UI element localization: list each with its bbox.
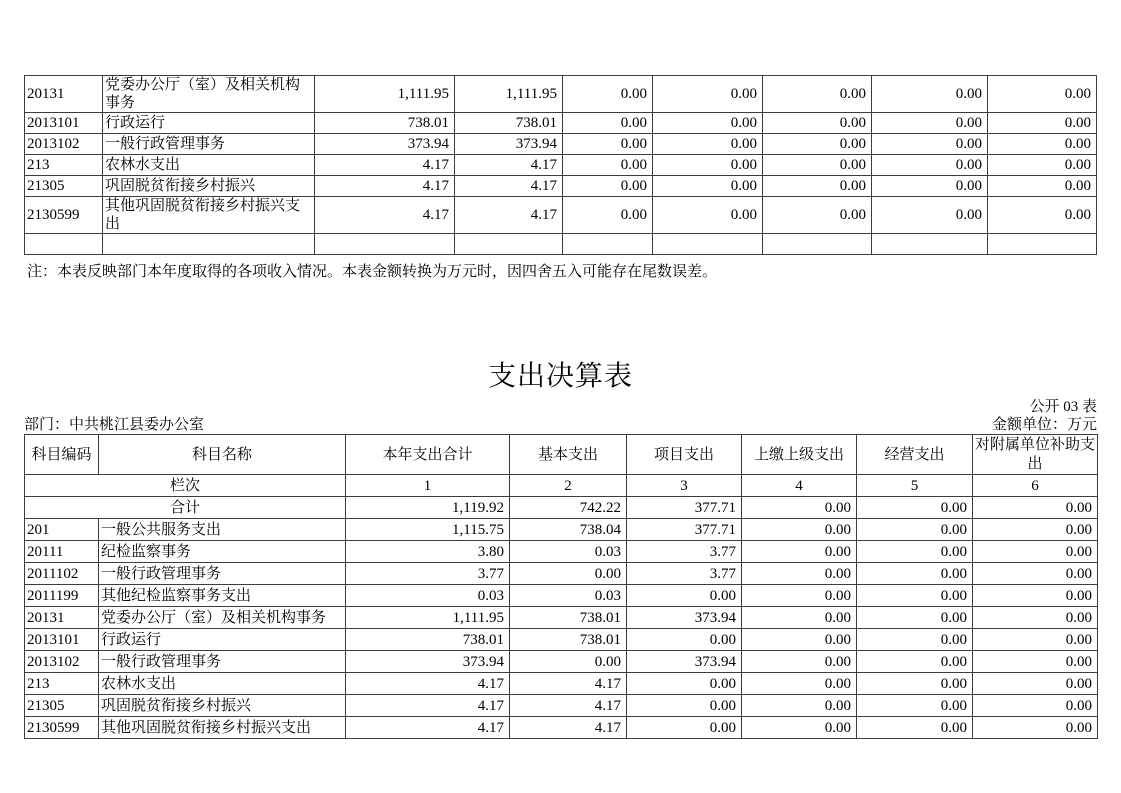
subject-name-cell [103,234,315,255]
income-table-fragment [24,75,1097,255]
subject-code-cell: 2011199 [25,585,99,607]
subject-name-cell: 行政运行 [103,113,315,134]
value-cell: 0.00 [763,113,872,134]
subject-name-cell: 巩固脱贫衔接乡村振兴 [99,695,346,717]
table-row-empty [25,234,1097,255]
value-cell: 0.00 [988,113,1097,134]
column-index-cell: 6 [973,475,1098,497]
value-cell: 738.01 [455,113,563,134]
value-cell: 0.00 [653,176,763,197]
header-project-expenditure: 项目支出 [627,435,742,475]
value-cell: 0.00 [510,563,627,585]
value-cell: 0.00 [872,155,988,176]
value-cell: 4.17 [346,673,510,695]
value-cell: 4.17 [510,673,627,695]
value-cell: 0.00 [988,155,1097,176]
value-cell: 0.00 [563,134,653,155]
value-cell: 0.00 [973,717,1098,739]
value-cell: 0.00 [627,695,742,717]
value-cell: 0.00 [627,673,742,695]
value-cell: 4.17 [315,155,455,176]
subject-code-cell: 2013102 [25,134,103,155]
value-cell: 0.00 [742,673,857,695]
value-cell: 738.04 [510,519,627,541]
table-row [25,197,1097,234]
value-cell: 0.00 [857,629,973,651]
value-cell: 0.00 [742,651,857,673]
value-cell: 0.03 [510,585,627,607]
value-cell: 0.03 [346,585,510,607]
value-cell: 0.00 [872,176,988,197]
table-number-label: 公开 03 表 [1029,399,1097,415]
value-cell [872,234,988,255]
subject-code-cell: 21305 [25,695,99,717]
value-cell: 0.00 [763,76,872,113]
value-cell: 0.00 [742,519,857,541]
value-cell: 0.00 [627,585,742,607]
value-cell: 1,111.95 [455,76,563,113]
value-cell: 377.71 [627,519,742,541]
value-cell: 373.94 [627,651,742,673]
table-row [25,629,1098,651]
value-cell: 0.00 [742,629,857,651]
table-row [25,155,1097,176]
subject-code-cell: 2013102 [25,651,99,673]
value-cell: 0.00 [857,717,973,739]
value-cell: 3.77 [346,563,510,585]
table-row [25,563,1098,585]
table-row [25,607,1098,629]
subject-code-cell: 20111 [25,541,99,563]
total-label: 合计 [25,497,346,519]
value-cell: 738.01 [346,629,510,651]
income-table-note: 注：本表反映部门本年度取得的各项收入情况。本表金额转换为万元时，因四舍五入可能存在尾数误差。 [27,264,718,280]
value-cell: 0.00 [973,607,1098,629]
value-cell: 0.00 [742,695,857,717]
subject-code-cell: 20131 [25,607,99,629]
value-cell [563,234,653,255]
top-whitespace [0,0,1121,75]
value-cell: 0.00 [857,695,973,717]
column-index-cell: 1 [346,475,510,497]
subject-name-cell: 农林水支出 [103,155,315,176]
subject-code-cell: 20131 [25,76,103,113]
value-cell: 0.00 [973,651,1098,673]
value-cell: 0.00 [742,497,857,519]
value-cell: 4.17 [510,717,627,739]
subject-name-cell: 一般行政管理事务 [103,134,315,155]
value-cell: 4.17 [455,176,563,197]
subject-name-cell: 其他纪检监察事务支出 [99,585,346,607]
value-cell: 0.00 [988,197,1097,234]
value-cell: 4.17 [346,717,510,739]
subject-code-cell: 201 [25,519,99,541]
value-cell [653,234,763,255]
amount-unit-label: 金额单位：万元 [991,417,1097,433]
value-cell: 0.00 [988,134,1097,155]
value-cell: 0.00 [763,134,872,155]
subject-name-cell: 巩固脱贫衔接乡村振兴 [103,176,315,197]
value-cell: 0.00 [742,607,857,629]
table-row [25,673,1098,695]
value-cell: 0.00 [653,113,763,134]
subject-code-cell: 2013101 [25,113,103,134]
subject-name-cell: 其他巩固脱贫衔接乡村振兴支出 [103,197,315,234]
subject-code-cell: 213 [25,673,99,695]
value-cell: 0.00 [973,519,1098,541]
subject-code-cell: 2013101 [25,629,99,651]
table-row [25,651,1098,673]
value-cell: 0.00 [857,497,973,519]
value-cell: 3.80 [346,541,510,563]
value-cell: 0.00 [857,673,973,695]
value-cell: 738.01 [510,607,627,629]
header-row [25,435,1098,475]
subject-code-cell: 2011102 [25,563,99,585]
value-cell: 0.00 [653,155,763,176]
value-cell: 1,115.75 [346,519,510,541]
subject-name-cell: 一般行政管理事务 [99,651,346,673]
value-cell: 0.00 [988,76,1097,113]
value-cell: 0.00 [563,155,653,176]
table-row [25,585,1098,607]
department-label: 部门：中共桃江县委办公室 [24,417,205,433]
value-cell: 0.00 [742,717,857,739]
value-cell: 0.00 [563,197,653,234]
table-meta [24,398,1097,434]
meta-right-block [992,398,1097,434]
subject-name-cell: 党委办公厅（室）及相关机构事务 [103,76,315,113]
value-cell: 373.94 [315,134,455,155]
header-subject-name: 科目名称 [99,435,346,475]
subject-name-cell: 行政运行 [99,629,346,651]
table-row [25,176,1097,197]
value-cell: 4.17 [315,176,455,197]
value-cell: 0.00 [973,497,1098,519]
header-subsidy-expenditure: 对附属单位补助支出 [973,435,1098,475]
value-cell: 0.00 [988,176,1097,197]
value-cell [455,234,563,255]
subject-code-cell: 213 [25,155,103,176]
value-cell [315,234,455,255]
subject-code-cell: 2130599 [25,717,99,739]
value-cell: 0.00 [973,563,1098,585]
value-cell: 0.00 [763,155,872,176]
value-cell: 0.00 [510,651,627,673]
value-cell: 0.00 [857,585,973,607]
value-cell: 0.00 [973,673,1098,695]
subject-code-cell: 21305 [25,176,103,197]
value-cell: 4.17 [510,695,627,717]
value-cell: 0.00 [973,695,1098,717]
table-row [25,76,1097,113]
value-cell: 1,111.95 [346,607,510,629]
column-index-cell: 2 [510,475,627,497]
table-row [25,519,1098,541]
value-cell: 0.00 [627,629,742,651]
value-cell: 0.00 [742,563,857,585]
value-cell: 0.00 [653,197,763,234]
value-cell: 0.00 [763,176,872,197]
header-operating-expenditure: 经营支出 [857,435,973,475]
subject-name-cell: 党委办公厅（室）及相关机构事务 [99,607,346,629]
value-cell: 0.00 [973,629,1098,651]
value-cell: 373.94 [455,134,563,155]
table-row [25,717,1098,739]
value-cell: 0.00 [872,197,988,234]
value-cell: 0.00 [973,541,1098,563]
value-cell: 373.94 [346,651,510,673]
value-cell: 0.00 [742,585,857,607]
value-cell: 738.01 [510,629,627,651]
total-row [25,497,1098,519]
lanci-label: 栏次 [25,475,346,497]
value-cell: 0.00 [857,519,973,541]
value-cell: 0.00 [872,113,988,134]
value-cell: 377.71 [627,497,742,519]
value-cell: 0.00 [653,134,763,155]
value-cell: 0.03 [510,541,627,563]
expenditure-table [24,434,1098,739]
value-cell: 0.00 [973,585,1098,607]
value-cell: 0.00 [763,197,872,234]
value-cell [763,234,872,255]
value-cell: 0.00 [857,563,973,585]
subject-name-cell: 一般公共服务支出 [99,519,346,541]
value-cell: 0.00 [872,134,988,155]
value-cell: 0.00 [627,717,742,739]
value-cell: 0.00 [857,541,973,563]
value-cell: 0.00 [857,607,973,629]
column-index-cell: 3 [627,475,742,497]
value-cell: 3.77 [627,563,742,585]
column-index-cell: 4 [742,475,857,497]
subject-name-cell: 农林水支出 [99,673,346,695]
header-upturned-expenditure: 上缴上级支出 [742,435,857,475]
table-row [25,113,1097,134]
header-subject-code: 科目编码 [25,435,99,475]
subject-code-cell: 2130599 [25,197,103,234]
value-cell: 0.00 [563,113,653,134]
column-index-cell: 5 [857,475,973,497]
value-cell: 0.00 [563,76,653,113]
value-cell: 1,119.92 [346,497,510,519]
value-cell: 0.00 [742,541,857,563]
value-cell: 0.00 [857,651,973,673]
column-index-row [25,475,1098,497]
table-row [25,541,1098,563]
value-cell: 4.17 [455,197,563,234]
subject-name-cell: 其他巩固脱贫衔接乡村振兴支出 [99,717,346,739]
header-total-expenditure: 本年支出合计 [346,435,510,475]
value-cell: 4.17 [315,197,455,234]
header-basic-expenditure: 基本支出 [510,435,627,475]
value-cell: 1,111.95 [315,76,455,113]
value-cell: 742.22 [510,497,627,519]
value-cell: 3.77 [627,541,742,563]
value-cell: 373.94 [627,607,742,629]
value-cell: 0.00 [563,176,653,197]
value-cell: 738.01 [315,113,455,134]
value-cell: 0.00 [653,76,763,113]
value-cell [988,234,1097,255]
subject-name-cell: 纪检监察事务 [99,541,346,563]
value-cell: 4.17 [455,155,563,176]
table-row [25,134,1097,155]
subject-name-cell: 一般行政管理事务 [99,563,346,585]
value-cell: 4.17 [346,695,510,717]
subject-code-cell [25,234,103,255]
table-row [25,695,1098,717]
value-cell: 0.00 [872,76,988,113]
page-title: 支出决算表 [487,361,633,392]
